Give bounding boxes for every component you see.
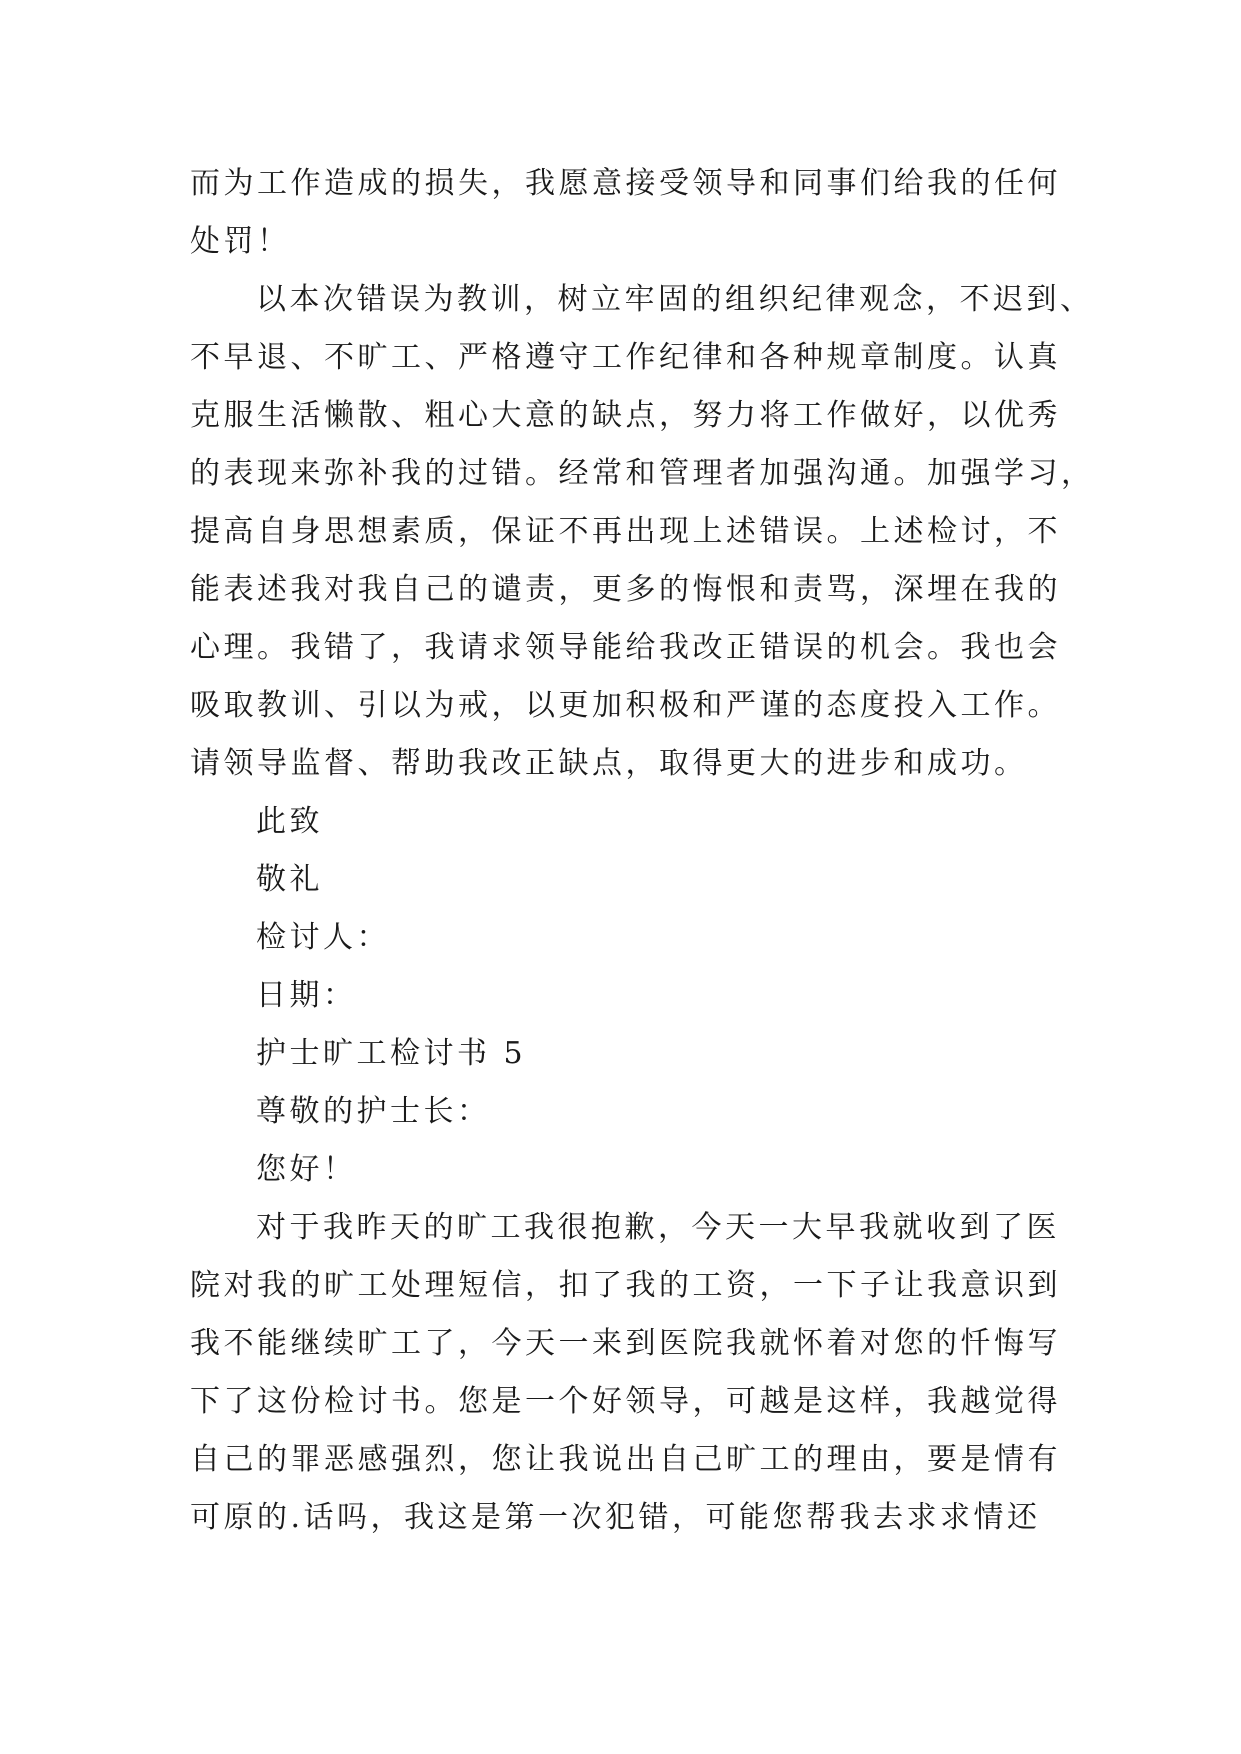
greeting: 您好！: [256, 1152, 357, 1187]
date-label: 日期：: [256, 978, 357, 1013]
text-line: 不早退、不旷工、严格遵守工作纪律和各种规章制度。认真: [190, 340, 1061, 375]
text-line: 能表述我对我自己的谴责，更多的悔恨和责骂，深埋在我的: [190, 572, 1061, 607]
text-line: 请领导监督、帮助我改正缺点，取得更大的进步和成功。: [190, 746, 1028, 781]
text-line: 心理。我错了，我请求领导能给我改正错误的机会。我也会: [190, 630, 1061, 665]
signature-label: 检讨人：: [256, 920, 390, 955]
text-line: 院对我的旷工处理短信，扣了我的工资，一下子让我意识到: [190, 1268, 1061, 1303]
text-line: 我不能继续旷工了，今天一来到医院我就怀着对您的忏悔写: [190, 1326, 1061, 1361]
text-line: 吸取教训、引以为戒，以更加积极和严谨的态度投入工作。: [190, 688, 1061, 723]
paragraph-start-line: 以本次错误为教训，树立牢固的组织纪律观念，不迟到、: [256, 282, 1094, 317]
text-line: 自己的罪恶感强烈，您让我说出自己旷工的理由，要是情有: [190, 1442, 1061, 1477]
text-line: 克服生活懒散、粗心大意的缺点，努力将工作做好，以优秀: [190, 398, 1061, 433]
text-line: 的表现来弥补我的过错。经常和管理者加强沟通。加强学习，: [190, 456, 1095, 491]
document-body: [190, 155, 1095, 1547]
greeting-recipient: 尊敬的护士长：: [256, 1094, 491, 1129]
text-line: 下了这份检讨书。您是一个好领导，可越是这样，我越觉得: [190, 1384, 1061, 1419]
closing-salutation: 此致: [256, 804, 323, 839]
section-title: 护士旷工检讨书 5: [256, 1036, 527, 1071]
text-line: 可原的.话吗，我这是第一次犯错，可能您帮我去求求情还: [190, 1500, 1041, 1535]
paragraph-start-line: 对于我昨天的旷工我很抱歉，今天一大早我就收到了医: [256, 1210, 1060, 1245]
closing-regards: 敬礼: [256, 862, 323, 897]
text-line: 而为工作造成的损失，我愿意接受领导和同事们给我的任何: [190, 166, 1061, 201]
text-line: 处罚！: [190, 224, 291, 259]
text-line: 提高自身思想素质，保证不再出现上述错误。上述检讨，不: [190, 514, 1061, 549]
